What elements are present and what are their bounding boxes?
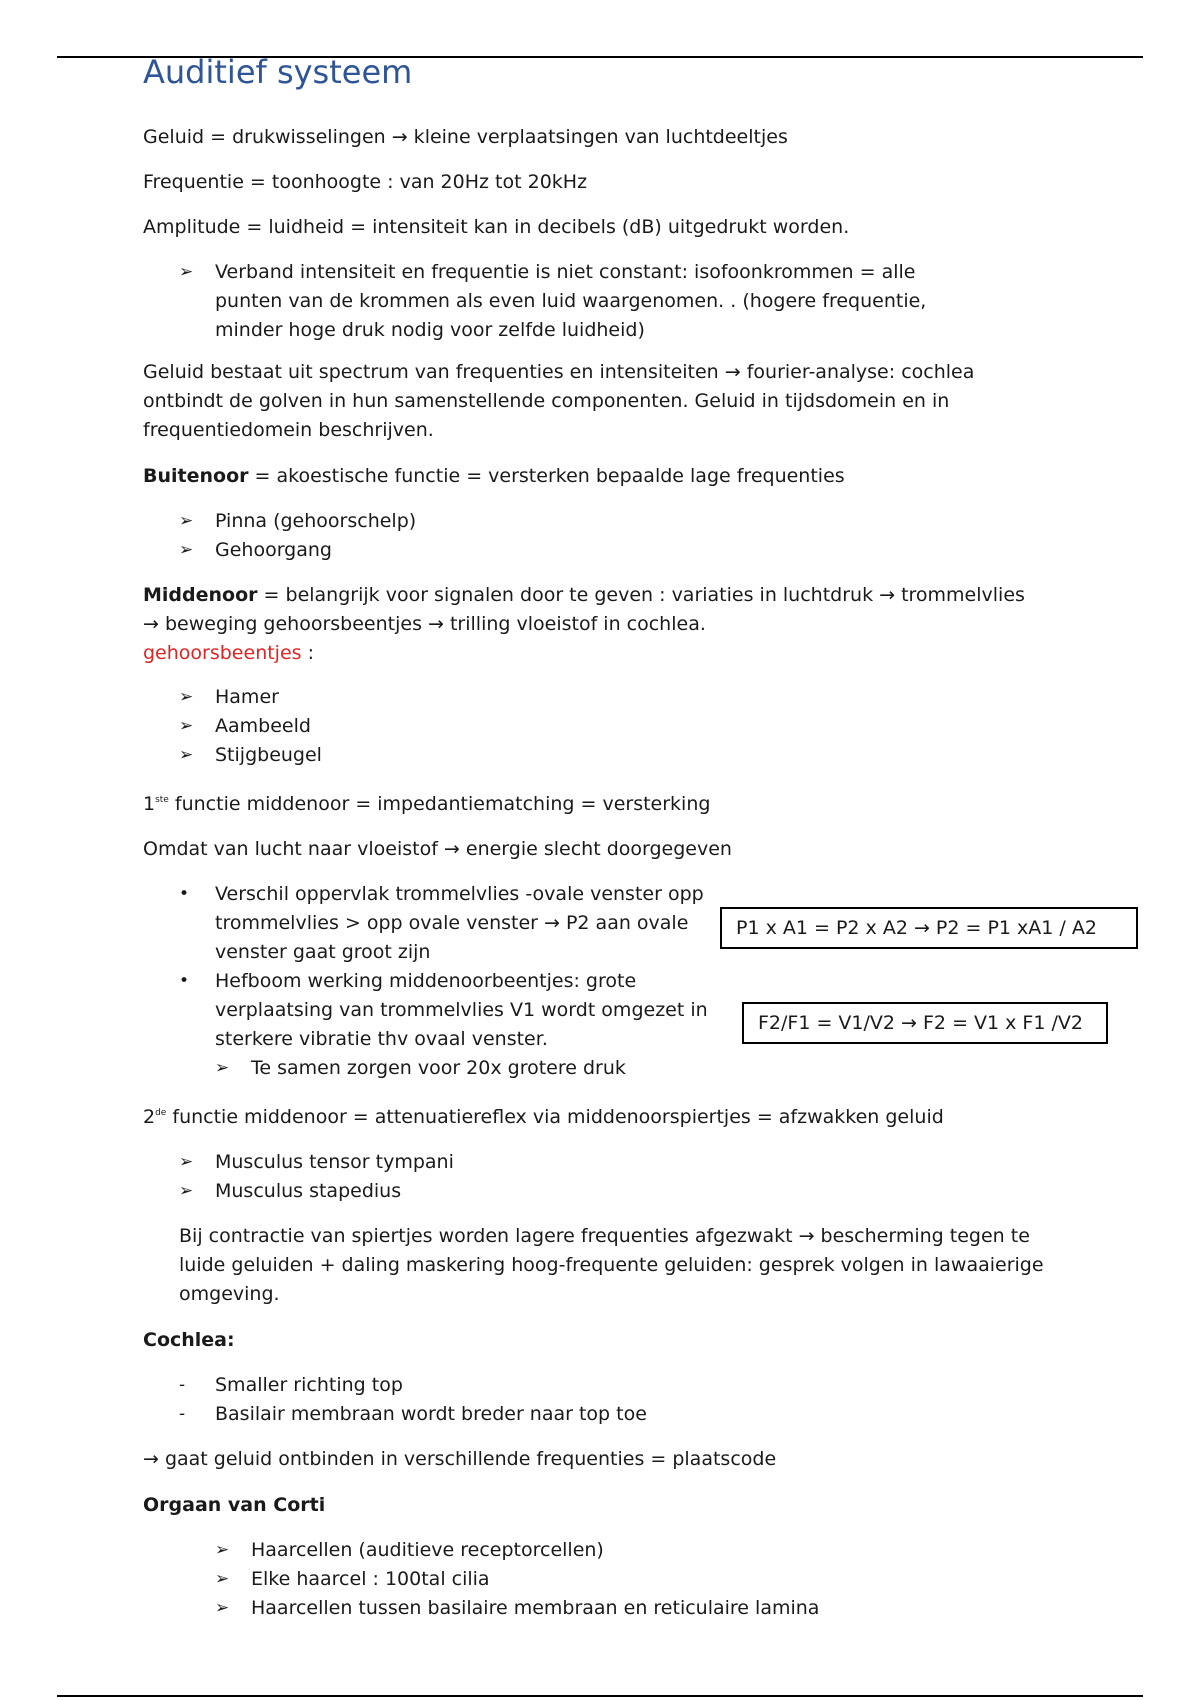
buitenoor-heading: Buitenoor bbox=[143, 465, 249, 487]
gehoorsbeentjes-label: gehoorsbeentjes : bbox=[143, 642, 315, 664]
paragraph-functie1: 1ste functie middenoor = impedantiematching = versterking bbox=[143, 793, 711, 815]
paragraph-functie2: 2de functie middenoor = attenuatiereflex via middenoorspiertjes = afzwakken geluid bbox=[143, 1106, 944, 1128]
list-item: ➢ Gehoorgang bbox=[143, 536, 1143, 565]
cochlea-heading: Cochlea: bbox=[143, 1329, 235, 1351]
arrow-bullet-icon: ➢ bbox=[179, 262, 194, 282]
list-item: ➢ Pinna (gehoorschelp) bbox=[143, 507, 1143, 536]
page-title: Auditief systeem bbox=[143, 53, 413, 91]
arrow-bullet-icon: ➢ bbox=[179, 1181, 194, 1201]
arrow-bullet-icon: ➢ bbox=[179, 745, 194, 765]
list-item: - Basilair membraan wordt breder naar top toe bbox=[143, 1400, 1143, 1429]
dash-bullet-icon: - bbox=[179, 1404, 186, 1424]
arrow-bullet-icon: ➢ bbox=[179, 540, 194, 560]
arrow-bullet-icon: ➢ bbox=[179, 511, 194, 531]
list-item: ➢ Aambeeld bbox=[143, 712, 1143, 741]
arrow-bullet-icon: ➢ bbox=[215, 1569, 230, 1589]
arrow-bullet-icon: ➢ bbox=[179, 716, 194, 736]
list-item: ➢ Musculus stapedius bbox=[143, 1177, 1143, 1206]
paragraph-amplitude: Amplitude = luidheid = intensiteit kan in decibels (dB) uitgedrukt worden. bbox=[143, 216, 850, 238]
dash-bullet-icon: - bbox=[179, 1375, 186, 1395]
list-item: ➢ Verband intensiteit en frequentie is niet constant: isofoonkrommen = alle punten van de krommen als even luid waargenomen. . (hogere frequentie, minder hoge druk nodig voor zelfde luidheid) bbox=[143, 258, 973, 345]
middenoor-heading: Middenoor bbox=[143, 584, 258, 606]
arrow-bullet-icon: ➢ bbox=[179, 1152, 194, 1172]
arrow-bullet-icon: ➢ bbox=[215, 1540, 230, 1560]
list-item: ➢ Musculus tensor tympani bbox=[143, 1148, 1143, 1177]
list-item: ➢ Haarcellen tussen basilaire membraan en reticulaire lamina bbox=[143, 1594, 1143, 1623]
paragraph-omdat: Omdat van lucht naar vloeistof → energie slecht doorgegeven bbox=[143, 838, 732, 860]
buitenoor-list bbox=[143, 507, 1143, 565]
list-item: ➢ Te samen zorgen voor 20x grotere druk bbox=[143, 1054, 851, 1083]
document-page bbox=[143, 52, 1143, 1623]
formula-box-pressure: P1 x A1 = P2 x A2 → P2 = P1 xA1 / A2 bbox=[720, 907, 1138, 949]
arrow-bullet-icon: ➢ bbox=[179, 687, 194, 707]
paragraph-contractie: Bij contractie van spiertjes worden lagere frequenties afgezwakt → bescherming tegen te luide geluiden + daling maskering hoog-frequente geluiden: gesprek volgen in lawaaierige omgeving. bbox=[179, 1225, 1044, 1305]
arrow-bullet-icon: ➢ bbox=[215, 1058, 230, 1078]
paragraph-frequentie: Frequentie = toonhoogte : van 20Hz tot 20kHz bbox=[143, 171, 588, 193]
list-item: - Smaller richting top bbox=[143, 1371, 1143, 1400]
paragraph-middenoor: Middenoor = belangrijk voor signalen door te geven : variaties in luchtdruk → trommelvlies → beweging gehoorsbeentjes → trilling vloeistof in cochlea. bbox=[143, 584, 1025, 635]
list-item: ➢ Elke haarcel : 100tal cilia bbox=[143, 1565, 1143, 1594]
amplitude-bullets bbox=[143, 258, 973, 345]
list-item: ➢ Haarcellen (auditieve receptorcellen) bbox=[143, 1536, 1143, 1565]
paragraph-spectrum: Geluid bestaat uit spectrum van frequenties en intensiteiten → fourier-analyse: cochlea ontbindt de golven in hun samenstellende componenten. Geluid in tijdsdomein en in frequentiedomein beschrijven. bbox=[143, 361, 975, 441]
gehoorsbeentjes-list bbox=[143, 683, 1143, 770]
bullet-dot-icon: • bbox=[179, 884, 190, 904]
corti-heading: Orgaan van Corti bbox=[143, 1494, 326, 1516]
bullet-dot-icon: • bbox=[179, 971, 190, 991]
paragraph-plaatscode: → gaat geluid ontbinden in verschillende frequenties = plaatscode bbox=[143, 1448, 777, 1470]
paragraph-buitenoor: Buitenoor = akoestische functie = versterken bepaalde lage frequenties bbox=[143, 465, 845, 487]
cochlea-list bbox=[143, 1371, 1143, 1429]
paragraph-geluid: Geluid = drukwisselingen → kleine verplaatsingen van luchtdeeltjes bbox=[143, 126, 788, 148]
arrow-bullet-icon: ➢ bbox=[215, 1598, 230, 1618]
list-item: • Verschil oppervlak trommelvlies -ovale venster opp trommelvlies > opp ovale venster → P2 aan ovale venster gaat groot zijn bbox=[143, 880, 713, 967]
middenoor-dots bbox=[143, 880, 713, 1083]
list-item: • Hefboom werking middenoorbeentjes: grote verplaatsing van trommelvlies V1 wordt omgezet in sterkere vibratie thv ovaal venster. bbox=[143, 967, 713, 1054]
list-item: ➢ Hamer bbox=[143, 683, 1143, 712]
corti-list bbox=[143, 1536, 1143, 1623]
musculus-list bbox=[143, 1148, 1143, 1206]
list-item: ➢ Stijgbeugel bbox=[143, 741, 1143, 770]
footer-rule bbox=[57, 1695, 1143, 1697]
formula-box-force: F2/F1 = V1/V2 → F2 = V1 x F1 /V2 bbox=[742, 1002, 1108, 1044]
